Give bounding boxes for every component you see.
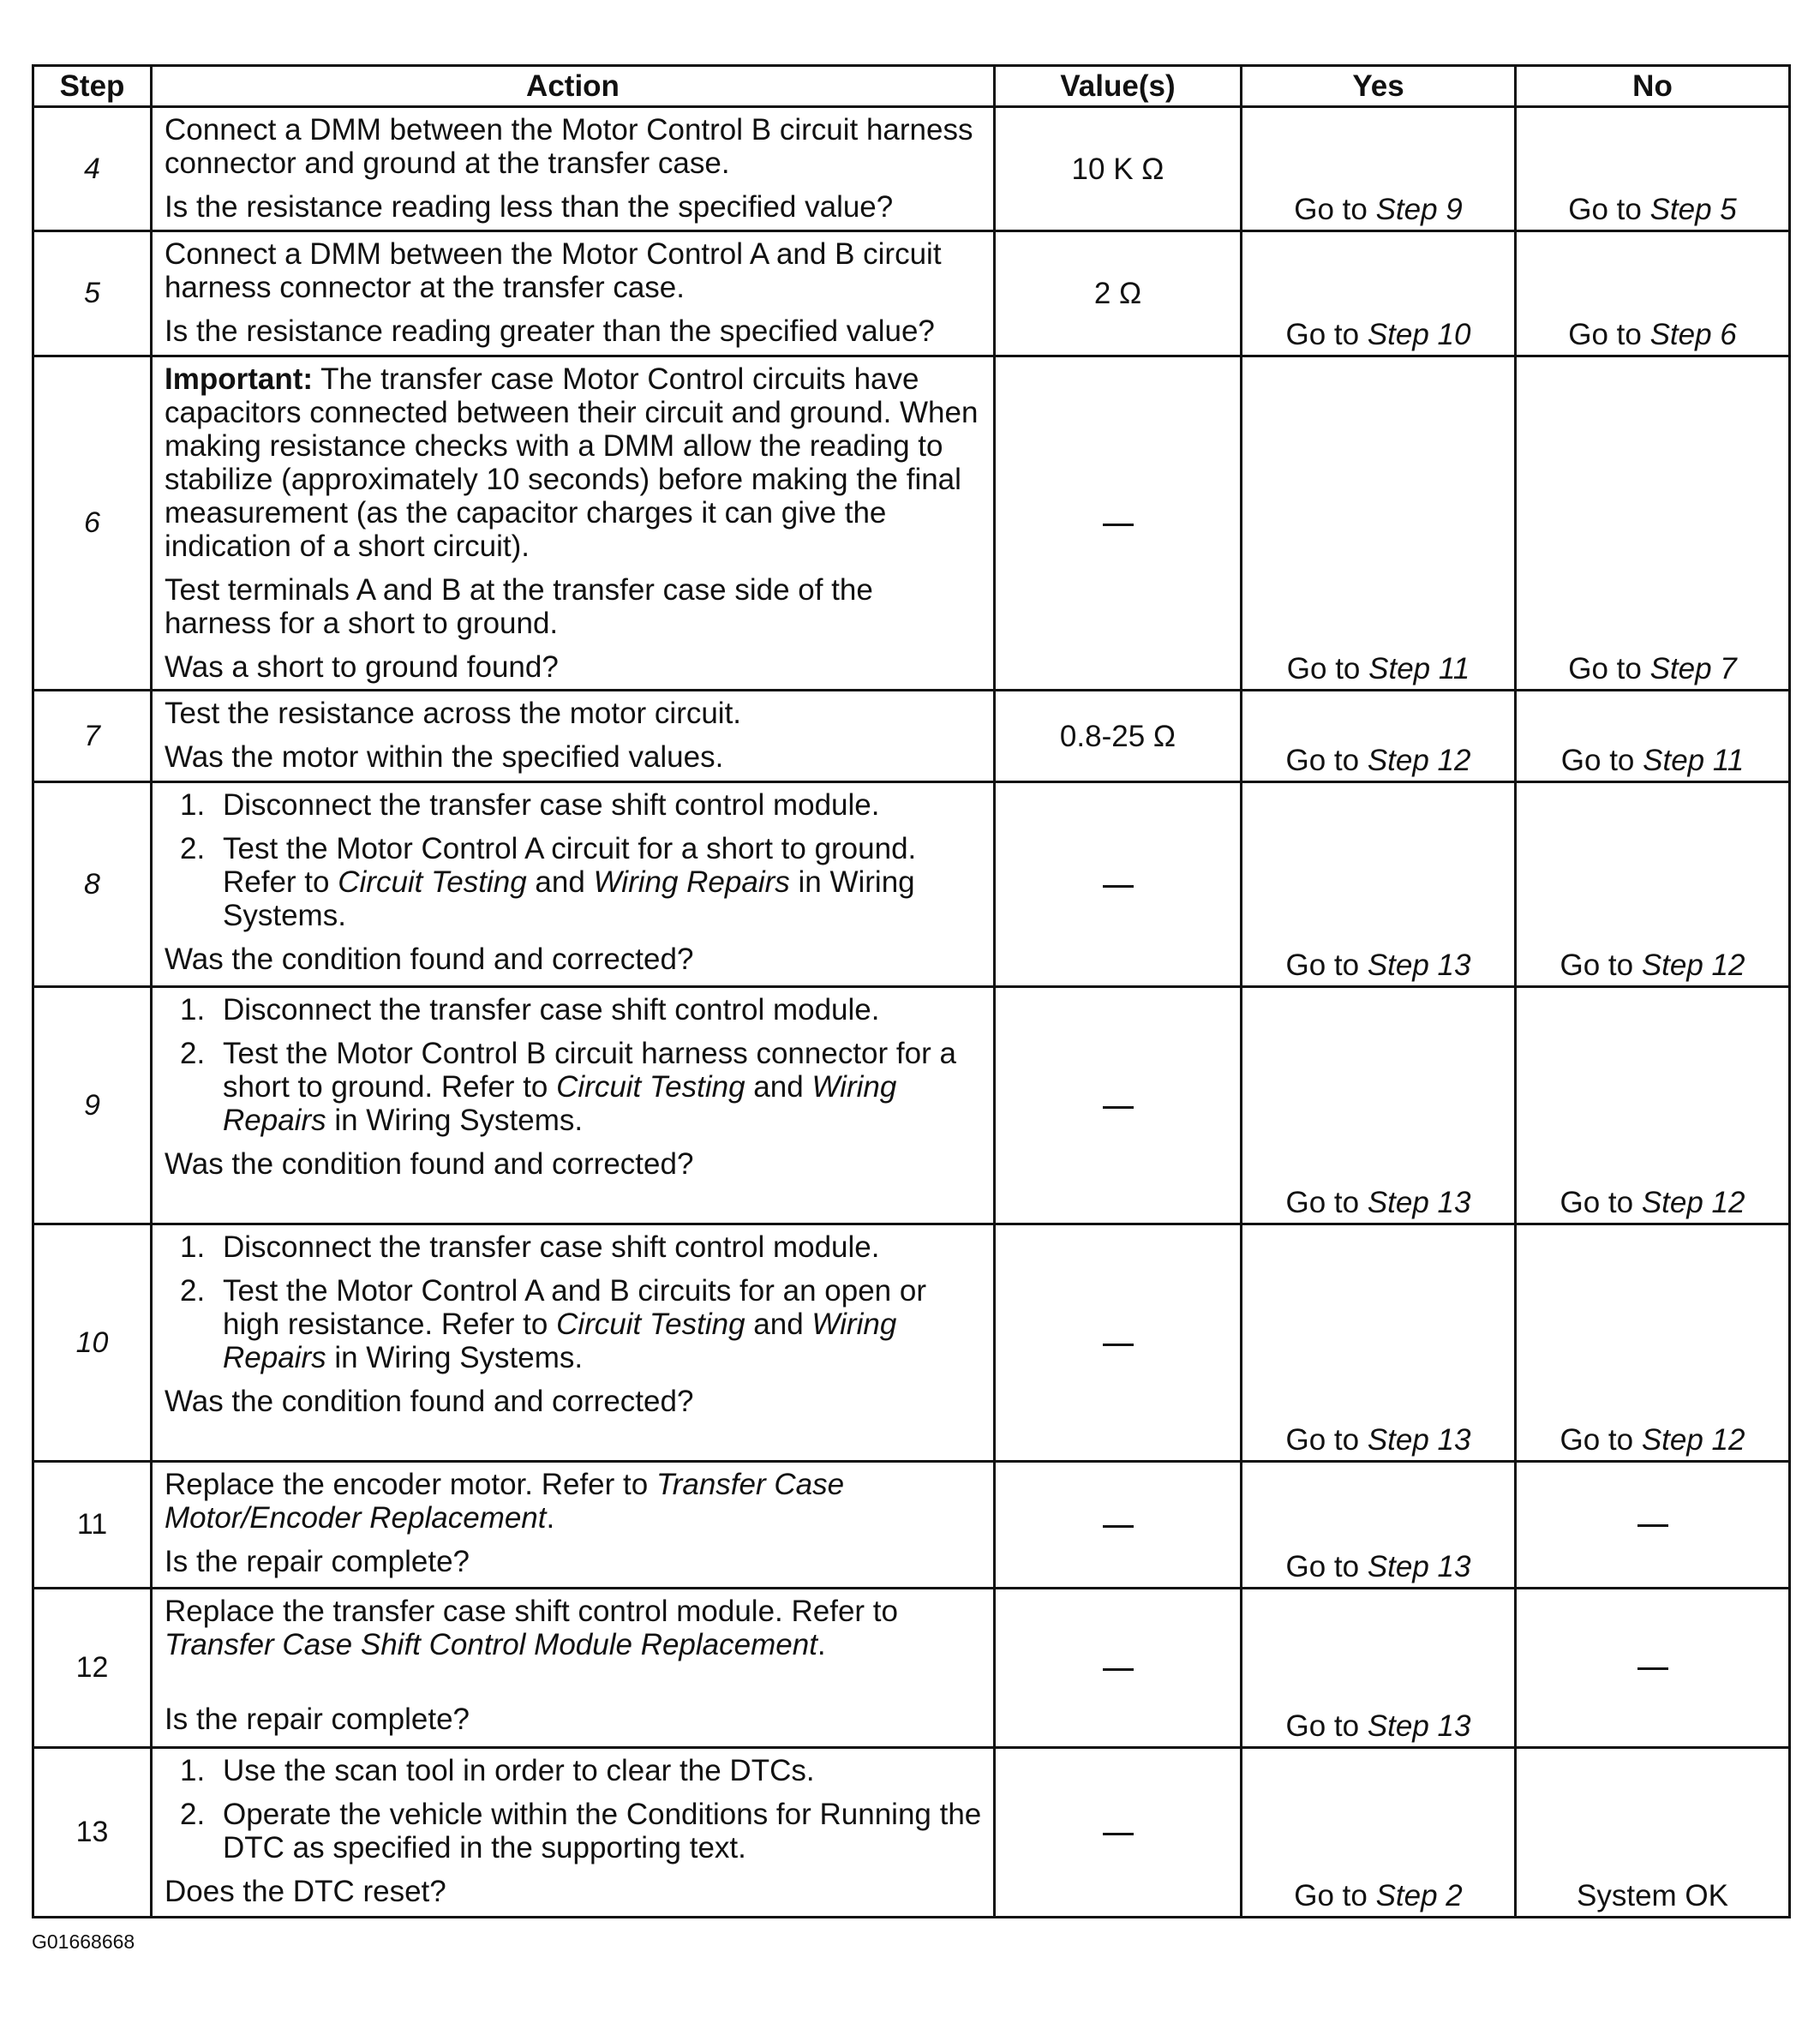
- list-number: 1.: [180, 1754, 206, 1787]
- list-text: Use the scan tool in order to clear the DTCs.: [223, 1754, 815, 1787]
- goto-label: Go to: [1568, 652, 1650, 685]
- goto-label: Go to: [1285, 318, 1368, 351]
- action-text: Connect a DMM between the Motor Control A and B circuit harness connector at the transfer case.: [165, 237, 942, 304]
- no-cell: System OK: [1516, 1748, 1790, 1918]
- step-number: 5: [33, 231, 152, 356]
- action-cell: [152, 231, 995, 356]
- reference-link[interactable]: Transfer Case Motor/Encoder Replacement: [165, 1468, 845, 1535]
- step-reference-link[interactable]: Step 5: [1649, 193, 1737, 226]
- step-number: 11: [33, 1462, 152, 1589]
- text-fragment: and: [526, 865, 594, 899]
- step-number: 6: [33, 356, 152, 691]
- table-row: [33, 691, 1790, 782]
- header-no: No: [1516, 66, 1790, 107]
- numbered-list: [165, 1230, 985, 1374]
- list-number: 2.: [180, 1037, 206, 1070]
- text-fragment: in Wiring Systems.: [326, 1341, 584, 1374]
- list-number: 1.: [180, 788, 206, 822]
- value-cell: [995, 356, 1242, 691]
- header-step: Step: [33, 66, 152, 107]
- list-item: [165, 993, 985, 1026]
- list-text: Operate the vehicle within the Conditions for Running the DTC as specified in the supporting text.: [223, 1798, 982, 1864]
- dash-icon: [1103, 1344, 1134, 1346]
- text-fragment: in Wiring Systems.: [223, 865, 915, 932]
- action-text: [165, 1468, 985, 1535]
- dash-icon: [1103, 524, 1134, 526]
- value-cell: [995, 1462, 1242, 1589]
- list-number: 1.: [180, 993, 206, 1026]
- text-fragment: Test the Motor Control B circuit harness connector for a short to ground. Refer to: [223, 1037, 956, 1104]
- value-cell: [995, 782, 1242, 987]
- text-fragment: Test the Motor Control A and B circuits for an open or high resistance. Refer to: [223, 1274, 926, 1341]
- text-fragment: and: [745, 1308, 812, 1341]
- step-reference-link[interactable]: Step 10: [1367, 318, 1471, 351]
- step-reference-link[interactable]: Step 12: [1641, 949, 1745, 982]
- reference-link[interactable]: Wiring Repairs: [593, 865, 790, 899]
- no-cell: [1516, 107, 1790, 231]
- dash-icon: [1103, 1668, 1134, 1671]
- yes-cell: [1242, 782, 1516, 987]
- question-text: Is the repair complete?: [165, 1545, 470, 1578]
- step-reference-link[interactable]: Step 12: [1367, 744, 1471, 777]
- list-item: [165, 832, 985, 932]
- step-number: 10: [33, 1224, 152, 1462]
- question-text: Was the motor within the specified values.: [165, 740, 724, 774]
- question-text: Was a short to ground found?: [165, 650, 559, 684]
- value-cell: 2 Ω: [995, 231, 1242, 356]
- goto-label: Go to: [1294, 193, 1376, 226]
- text-fragment: Replace the encoder motor. Refer to: [165, 1468, 656, 1501]
- list-item: [165, 1274, 985, 1374]
- goto-label: Go to: [1285, 1186, 1368, 1219]
- reference-link[interactable]: Transfer Case Shift Control Module Replacement: [165, 1628, 817, 1661]
- table-row: [33, 231, 1790, 356]
- goto-label: Go to: [1285, 744, 1368, 777]
- diagnostic-table: [32, 64, 1791, 1918]
- step-reference-link[interactable]: Step 7: [1649, 652, 1737, 685]
- header-action: Action: [152, 66, 995, 107]
- step-reference-link[interactable]: Step 11: [1643, 744, 1745, 777]
- important-note: [165, 362, 985, 563]
- question-text: Is the resistance reading greater than the specified value?: [165, 314, 935, 348]
- value-cell: 10 K Ω: [995, 107, 1242, 231]
- action-cell: [152, 1462, 995, 1589]
- action-text: Test the resistance across the motor circuit.: [165, 697, 742, 730]
- reference-link[interactable]: Circuit Testing: [556, 1070, 745, 1104]
- value-cell: [995, 1224, 1242, 1462]
- question-text: Is the resistance reading less than the specified value?: [165, 190, 894, 224]
- header-values: Value(s): [995, 66, 1242, 107]
- action-cell: [152, 1589, 995, 1748]
- important-text: The transfer case Motor Control circuits have capacitors connected between their circuit and ground. When making resistance checks with a DMM allow the reading to stabilize (approximately 10 seconds) before making the final measurement (as the capacitor charges it can give the indication of a short circuit).: [165, 362, 979, 563]
- list-number: 1.: [180, 1230, 206, 1264]
- dash-icon: [1637, 1667, 1668, 1670]
- list-number: 2.: [180, 1274, 206, 1308]
- no-cell: [1516, 782, 1790, 987]
- list-item: [165, 788, 985, 822]
- text-fragment: Replace the transfer case shift control module. Refer to: [165, 1595, 898, 1628]
- goto-label: Go to: [1568, 193, 1650, 226]
- yes-cell: [1242, 107, 1516, 231]
- reference-link[interactable]: Circuit Testing: [338, 865, 527, 899]
- list-item: [165, 1037, 985, 1137]
- list-item: [165, 1754, 985, 1787]
- step-number: 7: [33, 691, 152, 782]
- yes-cell: [1242, 1224, 1516, 1462]
- table-row: [33, 1224, 1790, 1462]
- figure-id: G01668668: [32, 1930, 135, 1953]
- text-fragment: .: [546, 1501, 555, 1535]
- action-cell: [152, 691, 995, 782]
- action-cell: [152, 1748, 995, 1918]
- action-cell: [152, 107, 995, 231]
- no-cell: [1516, 1224, 1790, 1462]
- action-text: Connect a DMM between the Motor Control B circuit harness connector and ground at the transfer case.: [165, 113, 973, 180]
- table-row: [33, 782, 1790, 987]
- important-label: Important:: [165, 362, 314, 396]
- step-reference-link[interactable]: Step 11: [1368, 652, 1470, 685]
- table-row: [33, 987, 1790, 1224]
- text-fragment: in Wiring Systems.: [326, 1104, 584, 1137]
- value-cell: [995, 1748, 1242, 1918]
- goto-label: Go to: [1560, 1423, 1642, 1457]
- step-reference-link[interactable]: Step 6: [1649, 318, 1737, 351]
- action-text: [165, 1595, 985, 1661]
- dash-icon: [1103, 1833, 1134, 1835]
- action-text: Test terminals A and B at the transfer case side of the harness for a short to ground.: [165, 573, 873, 640]
- dash-icon: [1103, 1106, 1134, 1109]
- goto-label: Go to: [1285, 1550, 1368, 1583]
- numbered-list: [165, 993, 985, 1137]
- dash-icon: [1103, 1525, 1134, 1528]
- header-row: [33, 66, 1790, 107]
- step-reference-link[interactable]: Step 2: [1375, 1879, 1463, 1912]
- goto-label: Go to: [1294, 1879, 1376, 1912]
- no-cell: [1516, 356, 1790, 691]
- list-text: Disconnect the transfer case shift control module.: [223, 788, 880, 822]
- yes-cell: [1242, 356, 1516, 691]
- no-cell: [1516, 691, 1790, 782]
- text-fragment: .: [817, 1628, 826, 1661]
- goto-label: Go to: [1560, 744, 1643, 777]
- table-row: [33, 1589, 1790, 1748]
- goto-label: Go to: [1560, 949, 1642, 982]
- action-cell: [152, 1224, 995, 1462]
- table-row: [33, 1462, 1790, 1589]
- step-number: 9: [33, 987, 152, 1224]
- value-cell: [995, 987, 1242, 1224]
- question-text: Was the condition found and corrected?: [165, 1147, 694, 1181]
- action-cell: [152, 356, 995, 691]
- action-cell: [152, 987, 995, 1224]
- step-reference-link[interactable]: Step 9: [1375, 193, 1463, 226]
- yes-cell: [1242, 1462, 1516, 1589]
- step-reference-link[interactable]: Step 12: [1641, 1186, 1745, 1219]
- list-item: [165, 1798, 985, 1864]
- header-yes: Yes: [1242, 66, 1516, 107]
- question-text: Is the repair complete?: [165, 1703, 470, 1736]
- step-number: 12: [33, 1589, 152, 1748]
- step-reference-link[interactable]: Step 13: [1367, 1709, 1471, 1743]
- step-reference-link[interactable]: Step 13: [1367, 1550, 1471, 1583]
- no-cell: [1516, 231, 1790, 356]
- step-reference-link[interactable]: Step 13: [1367, 1186, 1471, 1219]
- value-cell: 0.8-25 Ω: [995, 691, 1242, 782]
- goto-label: Go to: [1285, 1709, 1368, 1743]
- yes-cell: [1242, 987, 1516, 1224]
- list-text: Disconnect the transfer case shift control module.: [223, 1230, 880, 1264]
- goto-label: Go to: [1568, 318, 1650, 351]
- value-cell: [995, 1589, 1242, 1748]
- yes-cell: [1242, 691, 1516, 782]
- list-number: 2.: [180, 1798, 206, 1831]
- dash-icon: [1637, 1524, 1668, 1527]
- list-text: [223, 1037, 985, 1137]
- no-cell: [1516, 1589, 1790, 1748]
- text-fragment: and: [745, 1070, 812, 1104]
- list-number: 2.: [180, 832, 206, 865]
- list-text: [223, 832, 985, 932]
- goto-label: Go to: [1285, 949, 1368, 982]
- question-text: Was the condition found and corrected?: [165, 1385, 694, 1418]
- numbered-list: [165, 788, 985, 932]
- no-cell: [1516, 987, 1790, 1224]
- table-row: [33, 1748, 1790, 1918]
- step-number: 4: [33, 107, 152, 231]
- step-reference-link[interactable]: Step 13: [1367, 949, 1471, 982]
- reference-link[interactable]: Wiring Repairs: [223, 1308, 897, 1374]
- numbered-list: [165, 1754, 985, 1864]
- table-row: [33, 356, 1790, 691]
- list-text: [223, 1274, 985, 1374]
- yes-cell: [1242, 231, 1516, 356]
- text-fragment: Test the Motor Control A circuit for a short to ground. Refer to: [223, 832, 917, 899]
- reference-link[interactable]: Circuit Testing: [556, 1308, 745, 1341]
- step-number: 13: [33, 1748, 152, 1918]
- goto-label: Go to: [1285, 1423, 1368, 1457]
- step-reference-link[interactable]: Step 12: [1641, 1423, 1745, 1457]
- question-text: Does the DTC reset?: [165, 1875, 446, 1908]
- yes-cell: [1242, 1748, 1516, 1918]
- yes-cell: [1242, 1589, 1516, 1748]
- reference-link[interactable]: Wiring Repairs: [223, 1070, 897, 1137]
- no-cell: [1516, 1462, 1790, 1589]
- question-text: Was the condition found and corrected?: [165, 943, 694, 976]
- dash-icon: [1103, 885, 1134, 888]
- goto-label: Go to: [1560, 1186, 1642, 1219]
- action-cell: [152, 782, 995, 987]
- step-number: 8: [33, 782, 152, 987]
- list-item: [165, 1230, 985, 1264]
- table-row: [33, 107, 1790, 231]
- list-text: Disconnect the transfer case shift control module.: [223, 993, 880, 1026]
- goto-label: Go to: [1286, 652, 1369, 685]
- step-reference-link[interactable]: Step 13: [1367, 1423, 1471, 1457]
